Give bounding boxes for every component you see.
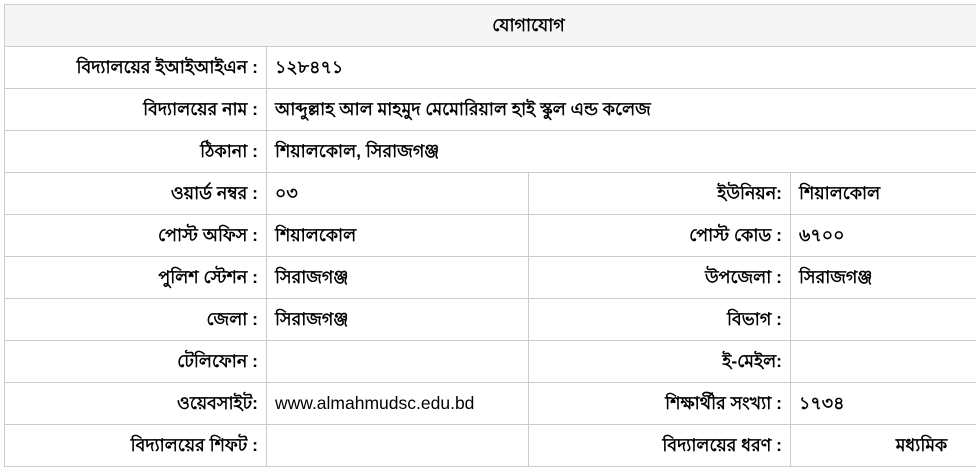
label-union: ইউনিয়ন: [529, 173, 791, 215]
label-student-count: শিক্ষার্থীর সংখ্যা : [529, 383, 791, 425]
label-post-code: পোস্ট কোড : [529, 215, 791, 257]
label-post-office: পোস্ট অফিস : [5, 215, 267, 257]
label-school-name: বিদ্যালয়ের নাম : [5, 89, 267, 131]
label-website: ওয়েবসাইট: [5, 383, 267, 425]
table-row-post [5, 215, 976, 257]
value-union: শিয়ালকোল [791, 173, 976, 215]
value-email [791, 341, 976, 383]
value-address: শিয়ালকোল, সিরাজগঞ্জ [267, 131, 976, 173]
website-link[interactable]: www.almahmudsc.edu.bd [275, 393, 474, 413]
value-school-shift [267, 425, 529, 467]
table-row-telephone-email [5, 341, 976, 383]
table-row-school-name [5, 89, 976, 131]
value-division [791, 299, 976, 341]
value-police-station: সিরাজগঞ্জ [267, 257, 529, 299]
label-upazila: উপজেলা : [529, 257, 791, 299]
table-row-title [5, 5, 976, 47]
value-student-count: ১৭৩৪ [791, 383, 976, 425]
value-school-name: আব্দুল্লাহ আল মাহমুদ মেমোরিয়াল হাই স্কুল এন্ড কলেজ [267, 89, 976, 131]
label-email: ই-মেইল: [529, 341, 791, 383]
label-division: বিভাগ : [529, 299, 791, 341]
label-district: জেলা : [5, 299, 267, 341]
page-title: যোগাযোগ [5, 5, 976, 47]
value-post-code: ৬৭০০ [791, 215, 976, 257]
value-eiin: ১২৮৪৭১ [267, 47, 976, 89]
label-school-shift: বিদ্যালয়ের শিফট : [5, 425, 267, 467]
label-ward-no: ওয়ার্ড নম্বর : [5, 173, 267, 215]
value-upazila: সিরাজগঞ্জ [791, 257, 976, 299]
contact-info-table [4, 4, 976, 467]
table-row-website-students [5, 383, 976, 425]
value-website[interactable] [267, 383, 529, 425]
value-telephone [267, 341, 529, 383]
label-police-station: পুলিশ স্টেশন : [5, 257, 267, 299]
label-telephone: টেলিফোন : [5, 341, 267, 383]
table-row-eiin [5, 47, 976, 89]
table-row-district-division [5, 299, 976, 341]
value-post-office: শিয়ালকোল [267, 215, 529, 257]
table-row-police-upazila [5, 257, 976, 299]
label-school-type: বিদ্যালয়ের ধরণ : [529, 425, 791, 467]
value-ward-no: ০৩ [267, 173, 529, 215]
table-row-address [5, 131, 976, 173]
table-row-ward-union [5, 173, 976, 215]
label-eiin: বিদ্যালয়ের ইআইআইএন : [5, 47, 267, 89]
label-address: ঠিকানা : [5, 131, 267, 173]
value-district: সিরাজগঞ্জ [267, 299, 529, 341]
table-row-shift-type [5, 425, 976, 467]
value-school-type: মধ্যমিক [791, 425, 976, 467]
